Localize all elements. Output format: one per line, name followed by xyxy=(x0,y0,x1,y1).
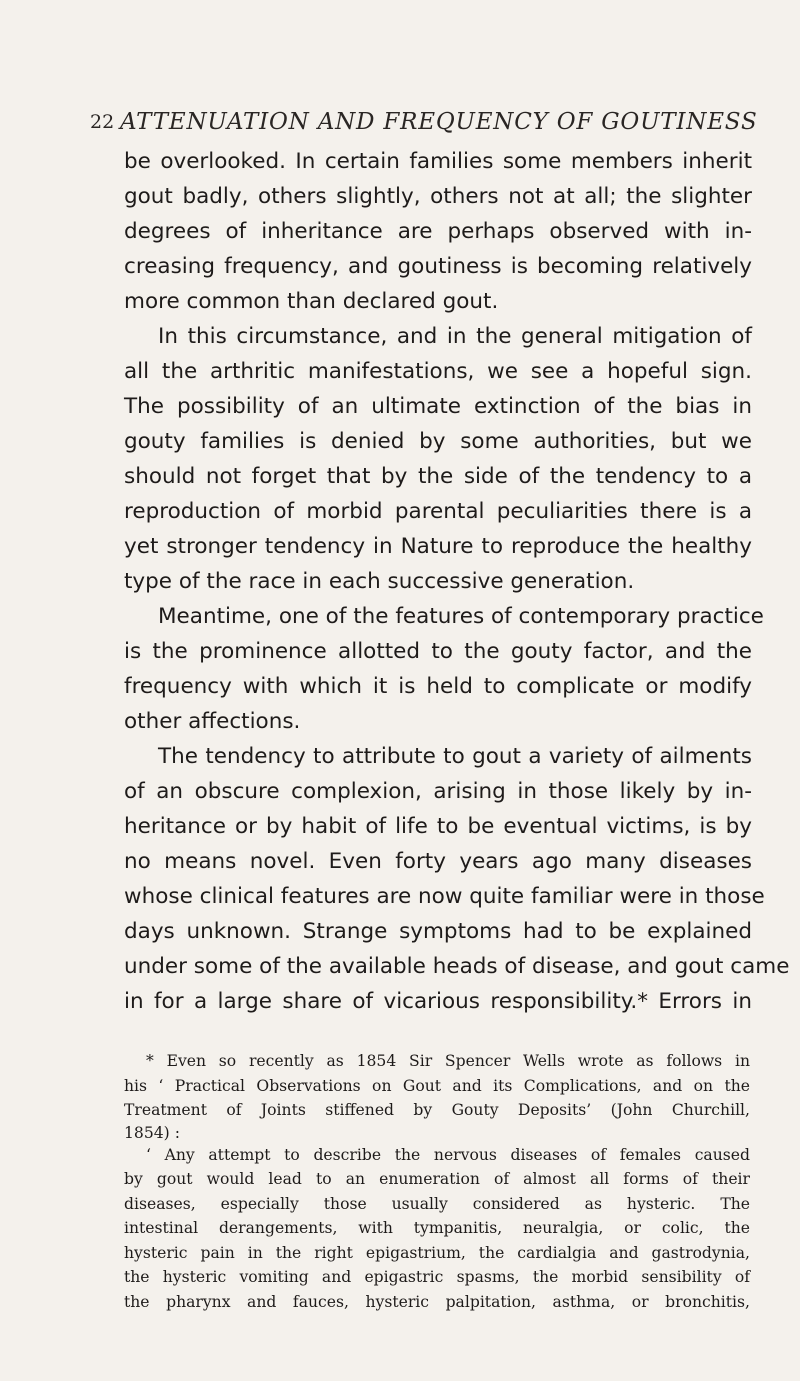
footnote-line: 1854) : xyxy=(124,1123,180,1142)
footnote-line: the pharynx and fauces, hysteric palpitation, asthma, or bronchitis, xyxy=(124,1292,750,1311)
text-line: reproduction of morbid parental peculiarities there is a xyxy=(124,499,752,524)
text-line: whose clinical features are now quite familiar were in those xyxy=(124,884,765,909)
text-line: under some of the available heads of disease, and gout came xyxy=(124,954,790,979)
text-line: frequency with which it is held to complicate or modify xyxy=(124,674,752,699)
text-line: days unknown. Strange symptoms had to be explained xyxy=(124,919,752,944)
footnote-quote-line: ‘ Any attempt to describe the nervous diseases of females caused xyxy=(146,1145,750,1164)
text-line: be overlooked. In certain families some members inherit xyxy=(124,149,752,174)
text-line: type of the race in each successive generation. xyxy=(124,569,635,594)
text-line: should not forget that by the side of the tendency to a xyxy=(124,464,752,489)
text-line: is the prominence allotted to the gouty factor, and the xyxy=(124,639,752,664)
text-line: in for a large share of vicarious responsibility.* Errors in xyxy=(124,989,752,1014)
footnote xyxy=(124,1049,750,1314)
footnote-line: his ‘ Practical Observations on Gout and its Complications, and on the xyxy=(124,1076,750,1095)
text-line: of an obscure complexion, arising in those likely by in- xyxy=(124,779,752,804)
footnote-line: diseases, especially those usually considered as hysteric. The xyxy=(124,1194,750,1213)
footnote-line: by gout would lead to an enumeration of almost all forms of their xyxy=(124,1170,750,1188)
text-line: other affections. xyxy=(124,709,301,734)
footnote-line: * Even so recently as 1854 Sir Spencer Wells wrote as follows in xyxy=(146,1052,750,1070)
page-number: 22 xyxy=(90,111,115,133)
text-line: The possibility of an ultimate extinction of the bias in xyxy=(124,394,752,419)
text-line: yet stronger tendency in Nature to reproduce the healthy xyxy=(124,534,752,559)
footnote-line: Treatment of Joints stiffened by Gouty Deposits’ (John Churchill, xyxy=(124,1101,750,1119)
text-line: creasing frequency, and goutiness is becoming relatively xyxy=(124,254,752,279)
text-line: degrees of inheritance are perhaps observed with in- xyxy=(124,219,752,244)
footnote-line: the hysteric vomiting and epigastric spasms, the morbid sensibility of xyxy=(124,1268,750,1286)
text-line: heritance or by habit of life to be eventual victims, is by xyxy=(124,814,752,839)
footnote-line: hysteric pain in the right epigastrium, the cardialgia and gastrodynia, xyxy=(124,1243,750,1262)
paragraph-start-line: In this circumstance, and in the general mitigation of xyxy=(158,324,752,349)
running-head: ATTENUATION AND FREQUENCY OF GOUTINESS xyxy=(120,109,758,135)
text-line: gouty families is denied by some authorities, but we xyxy=(124,429,752,454)
page-header xyxy=(60,104,760,140)
paragraph-start-line: The tendency to attribute to gout a variety of ailments xyxy=(158,744,752,769)
text-line: all the arthritic manifestations, we see a hopeful sign. xyxy=(124,359,752,384)
paragraph-start-line: Meantime, one of the features of contemporary practice xyxy=(158,604,764,629)
footnote-line: intestinal derangements, with tympanitis, neuralgia, or colic, the xyxy=(124,1219,750,1237)
text-line: more common than declared gout. xyxy=(124,289,499,314)
text-line: gout badly, others slightly, others not at all; the slighter xyxy=(124,184,752,209)
body-text xyxy=(124,144,790,1019)
text-line: no means novel. Even forty years ago many diseases xyxy=(124,849,752,874)
